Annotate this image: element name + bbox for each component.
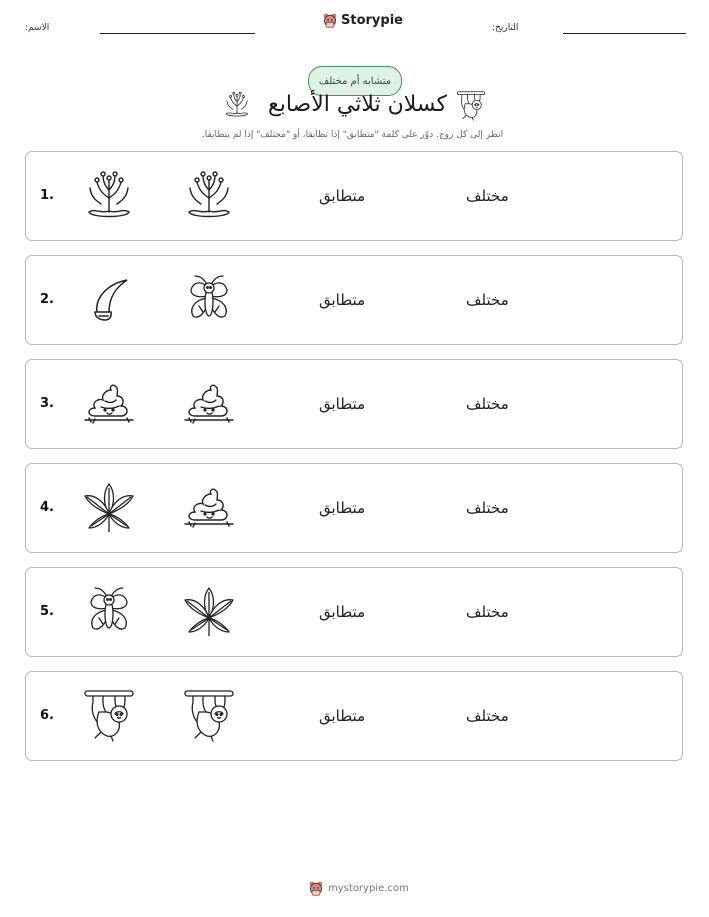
question-number: 1. xyxy=(40,188,54,203)
same-option[interactable]: متطابق xyxy=(319,499,366,517)
question-number: 4. xyxy=(40,500,54,515)
different-option[interactable]: مختلف xyxy=(466,707,509,725)
question-row xyxy=(25,671,683,761)
moth-icon xyxy=(181,272,237,328)
question-row xyxy=(25,567,683,657)
same-option[interactable]: متطابق xyxy=(319,707,366,725)
same-option[interactable]: متطابق xyxy=(319,395,366,413)
coral-icon xyxy=(81,168,137,224)
poop-icon xyxy=(181,376,237,432)
date-line xyxy=(563,33,686,34)
poop-icon xyxy=(81,376,137,432)
page-title: كسلان ثلاثي الأصابع xyxy=(268,92,447,117)
footer xyxy=(308,880,409,896)
instructions: انظر إلى كل زوج. دوّر على كلمة "متطابق" إذا تطابقا، أو "مختلف" إذا لم يتطابقا. xyxy=(201,130,504,140)
leaf-icon xyxy=(181,584,237,640)
worksheet-type-badge: متشابه أم مختلف xyxy=(308,66,402,96)
question-row xyxy=(25,359,683,449)
moth-icon xyxy=(81,584,137,640)
question-number: 5. xyxy=(40,604,54,619)
different-option[interactable]: مختلف xyxy=(466,395,509,413)
different-option[interactable]: مختلف xyxy=(466,499,509,517)
same-option[interactable]: متطابق xyxy=(319,603,366,621)
claw-icon xyxy=(81,272,137,328)
coral-icon xyxy=(181,168,237,224)
question-row xyxy=(25,463,683,553)
question-number: 2. xyxy=(40,292,54,307)
question-row xyxy=(25,151,683,241)
bear-icon xyxy=(308,880,324,896)
same-option[interactable]: متطابق xyxy=(319,187,366,205)
coral-icon xyxy=(222,90,252,120)
question-number: 6. xyxy=(40,708,54,723)
bear-icon xyxy=(322,12,338,28)
different-option[interactable]: مختلف xyxy=(466,187,509,205)
worksheet-header xyxy=(0,0,709,50)
title-bar xyxy=(0,90,709,126)
name-label: الاسم: xyxy=(25,23,50,33)
brand-logo xyxy=(322,12,403,28)
sloth-icon xyxy=(81,688,137,744)
different-option[interactable]: مختلف xyxy=(466,603,509,621)
same-option[interactable]: متطابق xyxy=(319,291,366,309)
date-label: التاريخ: xyxy=(492,23,519,33)
sloth-icon xyxy=(181,688,237,744)
poop-icon xyxy=(181,480,237,536)
footer-url: mystorypie.com xyxy=(328,882,409,894)
question-row xyxy=(25,255,683,345)
name-line xyxy=(100,33,255,34)
brand-name: Storypie xyxy=(341,12,403,28)
sloth-icon xyxy=(455,90,487,122)
question-number: 3. xyxy=(40,396,54,411)
different-option[interactable]: مختلف xyxy=(466,291,509,309)
leaf-icon xyxy=(81,480,137,536)
